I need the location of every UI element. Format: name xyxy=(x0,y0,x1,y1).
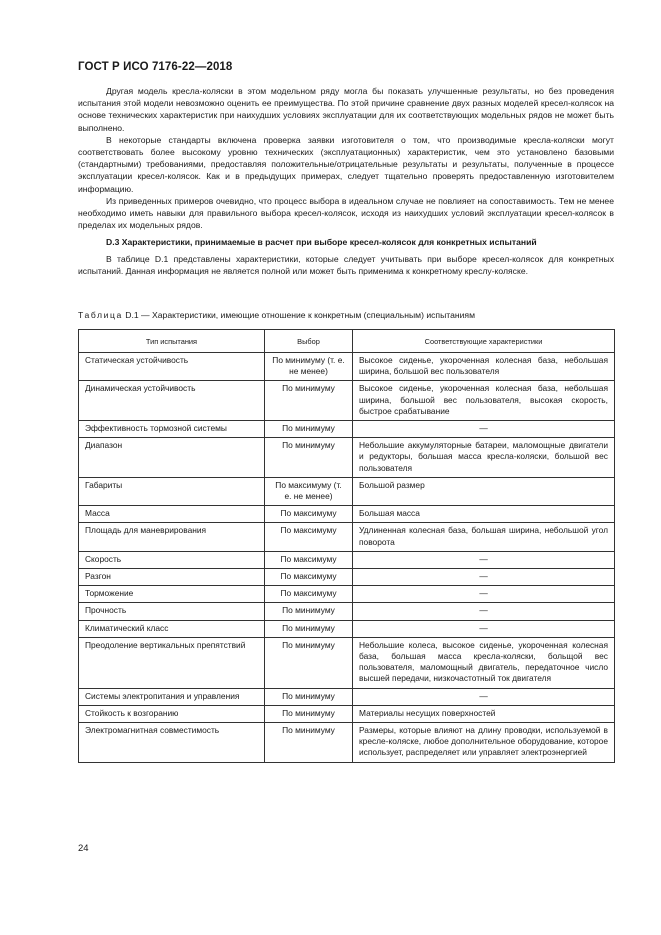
choice-cell: По минимуму xyxy=(265,603,353,620)
table-row xyxy=(79,421,615,438)
choice-cell: По минимуму xyxy=(265,637,353,688)
table-row xyxy=(79,353,615,381)
test-type-cell: Габариты xyxy=(79,477,265,505)
characteristics-table xyxy=(78,329,615,763)
page-number: 24 xyxy=(78,843,89,854)
characteristics-cell: — xyxy=(353,586,615,603)
characteristics-cell: Высокое сиденье, укороченная колесная база, небольшая ширина, большой вес пользователя xyxy=(353,353,615,381)
table-body xyxy=(79,353,615,763)
characteristics-cell: — xyxy=(353,569,615,586)
choice-cell: По минимуму xyxy=(265,421,353,438)
choice-cell: По минимуму xyxy=(265,705,353,722)
choice-cell: По минимуму xyxy=(265,723,353,763)
test-type-cell: Статическая устойчивость xyxy=(79,353,265,381)
test-type-cell: Площадь для маневрирования xyxy=(79,523,265,551)
characteristics-cell: Небольшие аккумуляторные батареи, маломощные двигатели и редукторы, большая масса кресла-коляски, большой вес пользователя xyxy=(353,438,615,478)
section-heading: D.3 Характеристики, принимаемые в расчет при выборе кресел-колясок для конкретных испытаний xyxy=(106,237,537,248)
characteristics-cell: — xyxy=(353,688,615,705)
characteristics-cell: Большой размер xyxy=(353,477,615,505)
test-type-cell: Скорость xyxy=(79,551,265,568)
table-row xyxy=(79,705,615,722)
paragraph: В некоторые стандарты включена проверка заявки изготовителя о том, что производимые кресла-коляски могут соответствовать более высокому уровню технических (эксплуатационных) характеристик, чем это установлено базовыми (стандартными) требованиями, предоставляя положительные/отрицательные результаты и результаты, полученные в процессе эксплуатации кресел-колясок. Как и в предыдущих примерах, следует тщательно проверять предоставленную изготовителем информацию. xyxy=(78,134,614,194)
choice-cell: По максимуму xyxy=(265,523,353,551)
test-type-cell: Эффективность тормозной системы xyxy=(79,421,265,438)
test-type-cell: Разгон xyxy=(79,569,265,586)
characteristics-cell: Высокое сиденье, укороченная колесная база, небольшая ширина, большой вес пользователя, высокая скорость, быстрое срабатывание xyxy=(353,381,615,421)
table-row xyxy=(79,637,615,688)
choice-cell: По минимуму xyxy=(265,438,353,478)
table-caption-text: D.1 — Характеристики, имеющие отношение к конкретным (специальным) испытаниям xyxy=(122,310,475,320)
choice-cell: По максимуму xyxy=(265,586,353,603)
test-type-cell: Прочность xyxy=(79,603,265,620)
test-type-cell: Масса xyxy=(79,506,265,523)
choice-cell: По минимуму (т. е. не менее) xyxy=(265,353,353,381)
table-row xyxy=(79,438,615,478)
table-row xyxy=(79,523,615,551)
table-row xyxy=(79,477,615,505)
choice-cell: По максимуму xyxy=(265,506,353,523)
choice-cell: По максимуму (т. е. не менее) xyxy=(265,477,353,505)
table-row xyxy=(79,723,615,763)
characteristics-cell: — xyxy=(353,603,615,620)
table-header-row xyxy=(79,330,615,353)
choice-cell: По максимуму xyxy=(265,551,353,568)
choice-cell: По максимуму xyxy=(265,569,353,586)
column-header-characteristics: Соответствующие характеристики xyxy=(353,330,615,353)
table-row xyxy=(79,506,615,523)
test-type-cell: Климатический класс xyxy=(79,620,265,637)
test-type-cell: Динамическая устойчивость xyxy=(79,381,265,421)
choice-cell: По минимуму xyxy=(265,381,353,421)
table-caption-label: Таблица xyxy=(78,310,123,320)
table-row xyxy=(79,688,615,705)
characteristics-cell: Размеры, которые влияют на длину проводки, используемой в кресле-коляске, любое дополнительное оборудование, которое использует, распределяет или управляет электроэнергией xyxy=(353,723,615,763)
test-type-cell: Диапазон xyxy=(79,438,265,478)
test-type-cell: Торможение xyxy=(79,586,265,603)
table-row xyxy=(79,569,615,586)
characteristics-cell: Большая масса xyxy=(353,506,615,523)
choice-cell: По минимуму xyxy=(265,688,353,705)
test-type-cell: Преодоление вертикальных препятствий xyxy=(79,637,265,688)
table-row xyxy=(79,381,615,421)
paragraph: Из приведенных примеров очевидно, что процесс выбора в идеальном случае не повлияет на сопоставимость. Тем не менее необходимо иметь навыки для правильного выбора кресел-колясок, исходя из наихудших условий эксплуатации кресел-колясок в пределах их модельных рядов. xyxy=(78,195,614,231)
body-text xyxy=(78,85,614,277)
characteristics-cell: Небольшие колеса, высокое сиденье, укороченная колесная база, большая масса кресла-коляски, больщой вес пользователя, маломощный двигатель, передаточное число высшей передачи, низкочастотный ток двигателя xyxy=(353,637,615,688)
characteristics-cell: Материалы несущих поверхностей xyxy=(353,705,615,722)
characteristics-cell: — xyxy=(353,421,615,438)
characteristics-cell: Удлиненная колесная база, большая ширина, небольшой угол поворота xyxy=(353,523,615,551)
column-header-choice: Выбор xyxy=(265,330,353,353)
paragraph: В таблице D.1 представлены характеристики, которые следует учитывать при выборе кресел-колясок для конкретных испытаний. Данная информация не является полной или может быть применима к конкретному креслу-коляске. xyxy=(78,253,614,276)
table-row xyxy=(79,603,615,620)
test-type-cell: Системы электропитания и управления xyxy=(79,688,265,705)
test-type-cell: Стойкость к возгоранию xyxy=(79,705,265,722)
table-row xyxy=(79,586,615,603)
column-header-test-type: Тип испытания xyxy=(79,330,265,353)
table-caption xyxy=(78,310,618,320)
table-row xyxy=(79,551,615,568)
table-row xyxy=(79,620,615,637)
page-header: ГОСТ Р ИСО 7176-22—2018 xyxy=(78,61,233,73)
choice-cell: По минимуму xyxy=(265,620,353,637)
paragraph: Другая модель кресла-коляски в этом модельном ряду могла бы показать улучшенные результаты, но без проведения испытания этой модели невозможно оценить ее преимущества. По этой причине сравнение двух разных моделей кресел-колясок на основе технических характеристик при наихудших условиях эксплуатации для их соответствующих модельных рядов не может быть выполнено. xyxy=(78,86,614,133)
characteristics-cell: — xyxy=(353,551,615,568)
characteristics-cell: — xyxy=(353,620,615,637)
test-type-cell: Электромагнитная совместимость xyxy=(79,723,265,763)
